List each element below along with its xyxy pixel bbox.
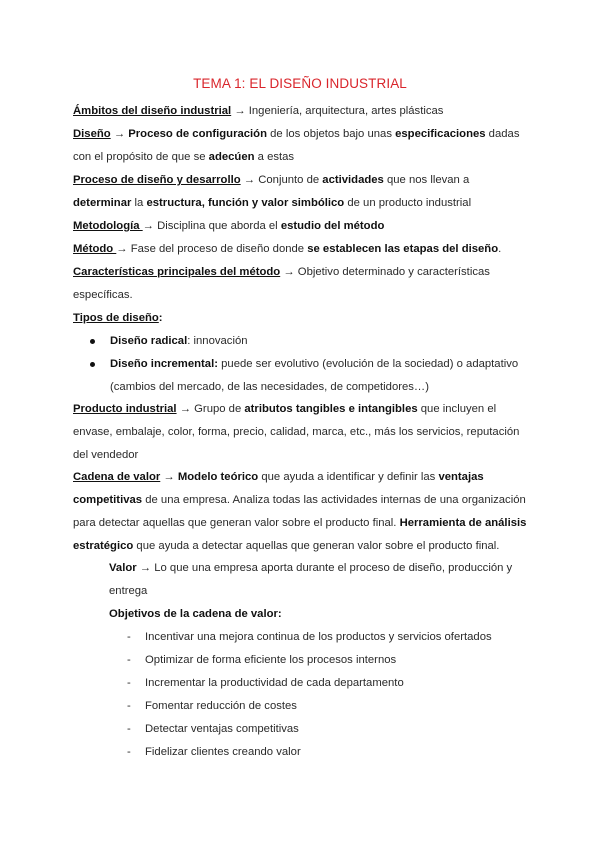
paragraph-cadena [73,466,528,558]
text: que nos llevan a [383,174,470,186]
text: Fase del proceso de diseño donde [130,243,308,255]
bold-text: Diseño radical [110,335,188,347]
dash-icon: - [127,631,131,643]
arrow: → [142,220,154,232]
text: a estas [254,151,295,163]
bold-text: Valor [109,562,137,574]
page-title: TEMA 1: EL DISEÑO INDUSTRIAL [193,76,407,91]
dash-icon: - [127,723,131,735]
list-item-text: Fomentar reducción de costes [145,700,297,712]
bold-text: estructura, función y valor simbólico [146,197,345,209]
text: de un producto industrial [344,197,472,209]
text: que ayuda a identificar y definir las [258,471,439,483]
bold-text: adecúen [208,151,255,163]
objetivos-heading [109,603,529,626]
text: dadas con el propósito de que se [73,128,520,163]
text: de una empresa. Analiza todas las actividades internas de una organización para detectar aquellas que generan valor sobre el producto final. [73,494,526,529]
paragraph-tipos [73,307,528,330]
bold-text: estudio del método [280,220,385,232]
paragraph-proceso [73,169,528,215]
text: puede ser evolutivo (evolución de la sociedad) o adaptativo (cambios del mercado, de las necesidades, de competidores…) [110,358,519,393]
text: que incluyen el envase, embalaje, color, forma, precio, calidad, marca, etc., más los servicios, reputación del vendedor [73,403,520,461]
arrow: → [139,562,152,574]
text: Conjunto de [258,174,323,186]
text: : innovación [187,335,248,347]
paragraph-diseno [73,123,528,169]
term-tipos: Tipos de diseño [73,312,159,324]
term-ambitos: Ámbitos del diseño industrial [73,105,232,117]
bullet-icon [90,362,95,367]
paragraph-metodo [73,238,528,261]
text: la [131,197,147,209]
term-producto: Producto industrial [73,403,177,415]
text: Lo que una empresa aporta durante el proceso de diseño, producción y entrega [109,562,513,597]
term-metodologia: Metodología [73,220,143,232]
bold-text: especificaciones [395,128,486,140]
dash-icon: - [127,746,131,758]
bold-text: ventajas competitivas [73,471,484,506]
text: Objetivo determinado y características específicas. [73,266,490,301]
list-item-text: Incentivar una mejora continua de los productos y servicios ofertados [145,631,492,643]
arrow: → [163,471,175,483]
bold-text: se establecen las etapas del diseño [307,243,499,255]
ambitos-text: Ingeniería, arquitectura, artes plásticas [248,105,444,117]
list-item-text: Detectar ventajas competitivas [145,723,299,735]
text: de los objetos bajo unas [266,128,396,140]
arrow: → [234,105,246,117]
bold-text: determinar [73,197,132,209]
arrow: → [179,403,191,415]
dash-icon: - [127,654,131,666]
paragraph-valor [109,557,529,603]
arrow: → [116,243,128,255]
term-caracteristicas: Características principales del método [73,266,281,278]
term-metodo: Método [73,243,117,255]
term-proceso: Proceso de diseño y desarrollo [73,174,241,186]
list-item-text: Optimizar de forma eficiente los procesos internos [145,654,397,666]
bold-text: Diseño incremental: [110,358,218,370]
dash-icon: - [127,700,131,712]
list-item-text: Fidelizar clientes creando valor [145,746,301,758]
list-item-text: Incrementar la productividad de cada departamento [145,677,404,689]
text: Grupo de [194,403,245,415]
bold-text: Proceso de configuración [128,128,267,140]
text: Disciplina que aborda el [157,220,281,232]
paragraph-metodologia [73,215,528,238]
paragraph-ambitos [73,100,528,123]
arrow: → [283,266,295,278]
bold-text: Objetivos de la cadena de valor: [109,608,282,620]
paragraph-caracteristicas [73,261,528,307]
bullet-icon [90,339,95,344]
text: . [498,243,502,255]
bold-text: atributos tangibles e intangibles [244,403,418,415]
text: que ayuda a detectar aquellas que generan valor sobre el producto final. [133,540,500,552]
bold-text: actividades [322,174,384,186]
arrow: → [113,128,126,140]
bold-text: Modelo teórico [177,471,259,483]
paragraph-producto [73,398,528,467]
arrow: → [243,174,256,186]
dash-icon: - [127,677,131,689]
colon: : [158,312,163,324]
bold-text: Herramienta de análisis estratégico [73,517,527,552]
term-cadena: Cadena de valor [73,471,161,483]
term-diseno: Diseño [73,128,111,140]
